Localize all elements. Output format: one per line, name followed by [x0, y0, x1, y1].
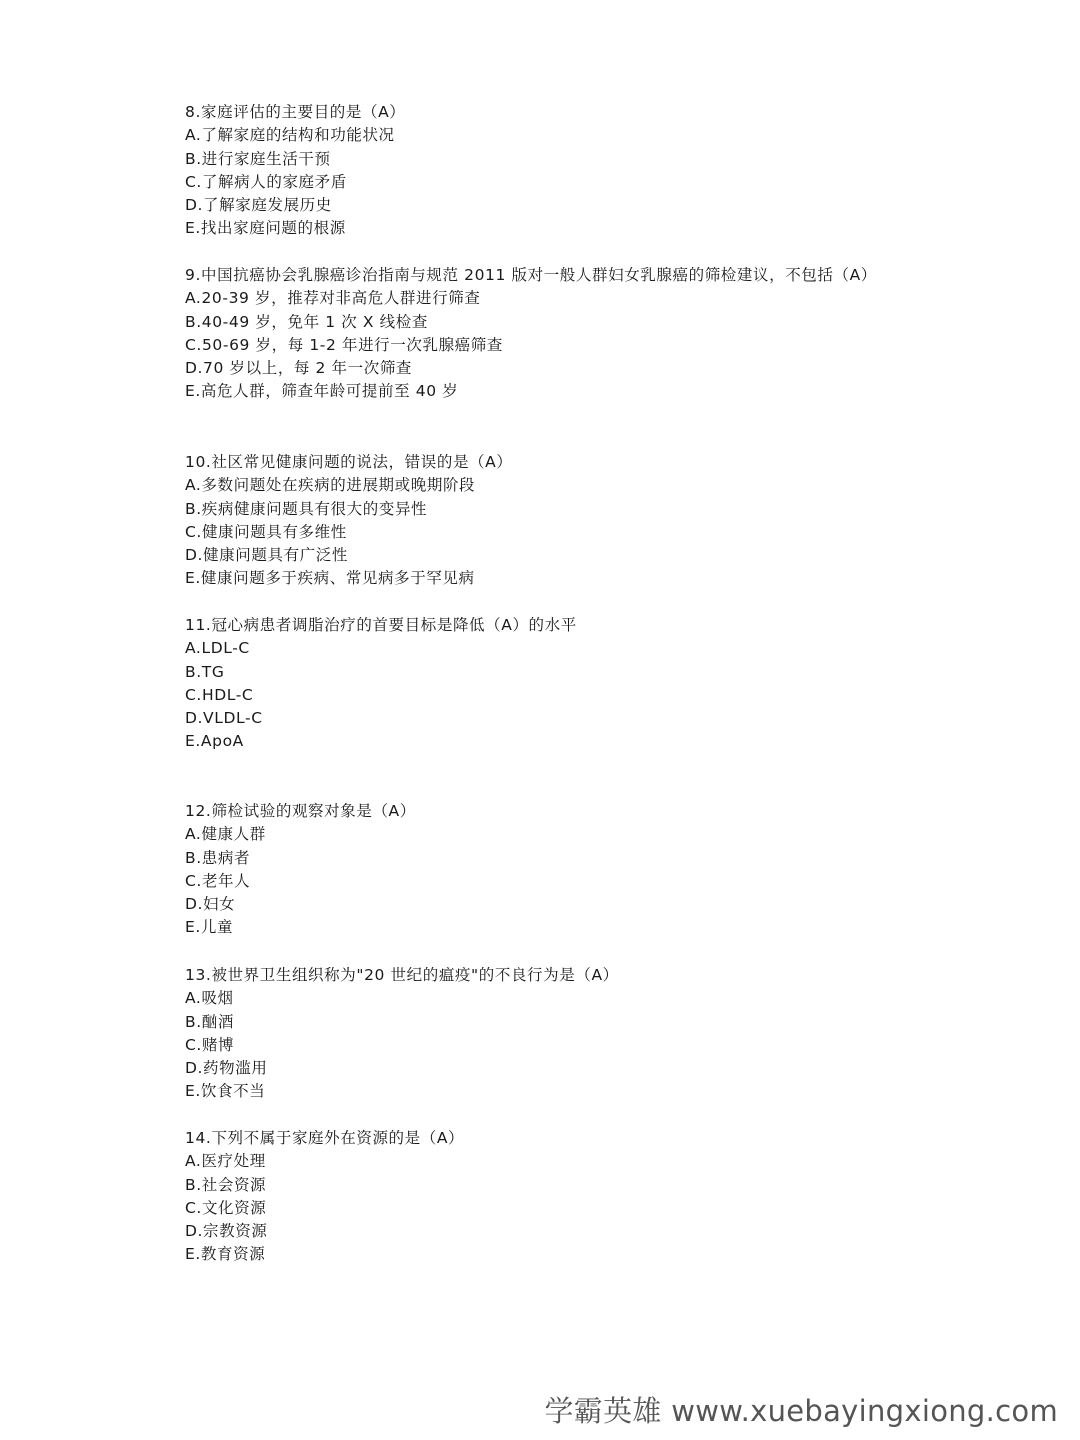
- option-a: A.吸烟: [185, 989, 234, 1008]
- option-e: E.教育资源: [185, 1245, 266, 1264]
- option-d: D.药物滥用: [185, 1059, 268, 1078]
- option-c: C.HDL-C: [185, 685, 254, 704]
- option-b: B.进行家庭生活干预: [185, 149, 331, 168]
- option-e: E.饮食不当: [185, 1082, 266, 1101]
- option-c: C.赌博: [185, 1035, 235, 1054]
- question-stem: 9.中国抗癌协会乳腺癌诊治指南与规范 2011 版对一般人群妇女乳腺癌的筛检建议，不包括（A）: [185, 266, 877, 284]
- question-stem: 13.被世界卫生组织称为"20 世纪的瘟疫"的不良行为是（A）: [185, 966, 619, 984]
- question-stem: 14.下列不属于家庭外在资源的是（A）: [185, 1129, 465, 1147]
- option-c: C.老年人: [185, 871, 251, 890]
- option-d: D.了解家庭发展历史: [185, 196, 332, 215]
- option-a: A.健康人群: [185, 825, 266, 844]
- question-stem: 10.社区常见健康问题的说法，错误的是（A）: [185, 453, 513, 471]
- option-b: B.疾病健康问题具有很大的变异性: [185, 499, 428, 518]
- option-b: B.40-49 岁，免年 1 次 X 线检查: [185, 312, 428, 331]
- option-a: A.了解家庭的结构和功能状况: [185, 126, 395, 145]
- option-a: A.医疗处理: [185, 1152, 266, 1171]
- question-stem: 12.筛检试验的观察对象是（A）: [185, 802, 416, 820]
- option-e: E.找出家庭问题的根源: [185, 219, 346, 238]
- option-c: C.文化资源: [185, 1198, 267, 1217]
- option-a: A.20-39 岁，推荐对非高危人群进行筛查: [185, 289, 481, 308]
- question-13: [185, 964, 905, 1104]
- option-a: A.LDL-C: [185, 639, 250, 658]
- question-11: [185, 614, 905, 754]
- option-a: A.多数问题处在疾病的进展期或晚期阶段: [185, 476, 476, 495]
- option-d: D.妇女: [185, 895, 236, 914]
- site-watermark: 学霸英雄 www.xuebayingxiong.com: [544, 1394, 1058, 1428]
- option-e: E.儿童: [185, 918, 234, 937]
- question-8: [185, 101, 905, 241]
- option-e: E.高危人群，筛查年龄可提前至 40 岁: [185, 382, 459, 401]
- option-e: E.ApoA: [185, 732, 244, 751]
- option-c: C.了解病人的家庭矛盾: [185, 172, 347, 191]
- option-b: B.TG: [185, 662, 225, 681]
- question-9: [185, 264, 905, 404]
- option-c: C.健康问题具有多维性: [185, 522, 347, 541]
- option-d: D.健康问题具有广泛性: [185, 546, 348, 565]
- option-b: B.酗酒: [185, 1012, 234, 1031]
- question-10: [185, 451, 905, 591]
- option-b: B.患病者: [185, 848, 251, 867]
- option-d: D.VLDL-C: [185, 709, 263, 728]
- question-stem: 8.家庭评估的主要目的是（A）: [185, 103, 406, 121]
- question-stem: 11.冠心病患者调脂治疗的首要目标是降低（A）的水平: [185, 616, 577, 634]
- question-12: [185, 800, 905, 940]
- option-d: D.70 岁以上，每 2 年一次筛查: [185, 359, 413, 378]
- option-d: D.宗教资源: [185, 1222, 268, 1241]
- option-c: C.50-69 岁，每 1-2 年进行一次乳腺癌筛查: [185, 335, 503, 354]
- option-e: E.健康问题多于疾病、常见病多于罕见病: [185, 569, 475, 588]
- question-14: [185, 1127, 905, 1267]
- option-b: B.社会资源: [185, 1175, 267, 1194]
